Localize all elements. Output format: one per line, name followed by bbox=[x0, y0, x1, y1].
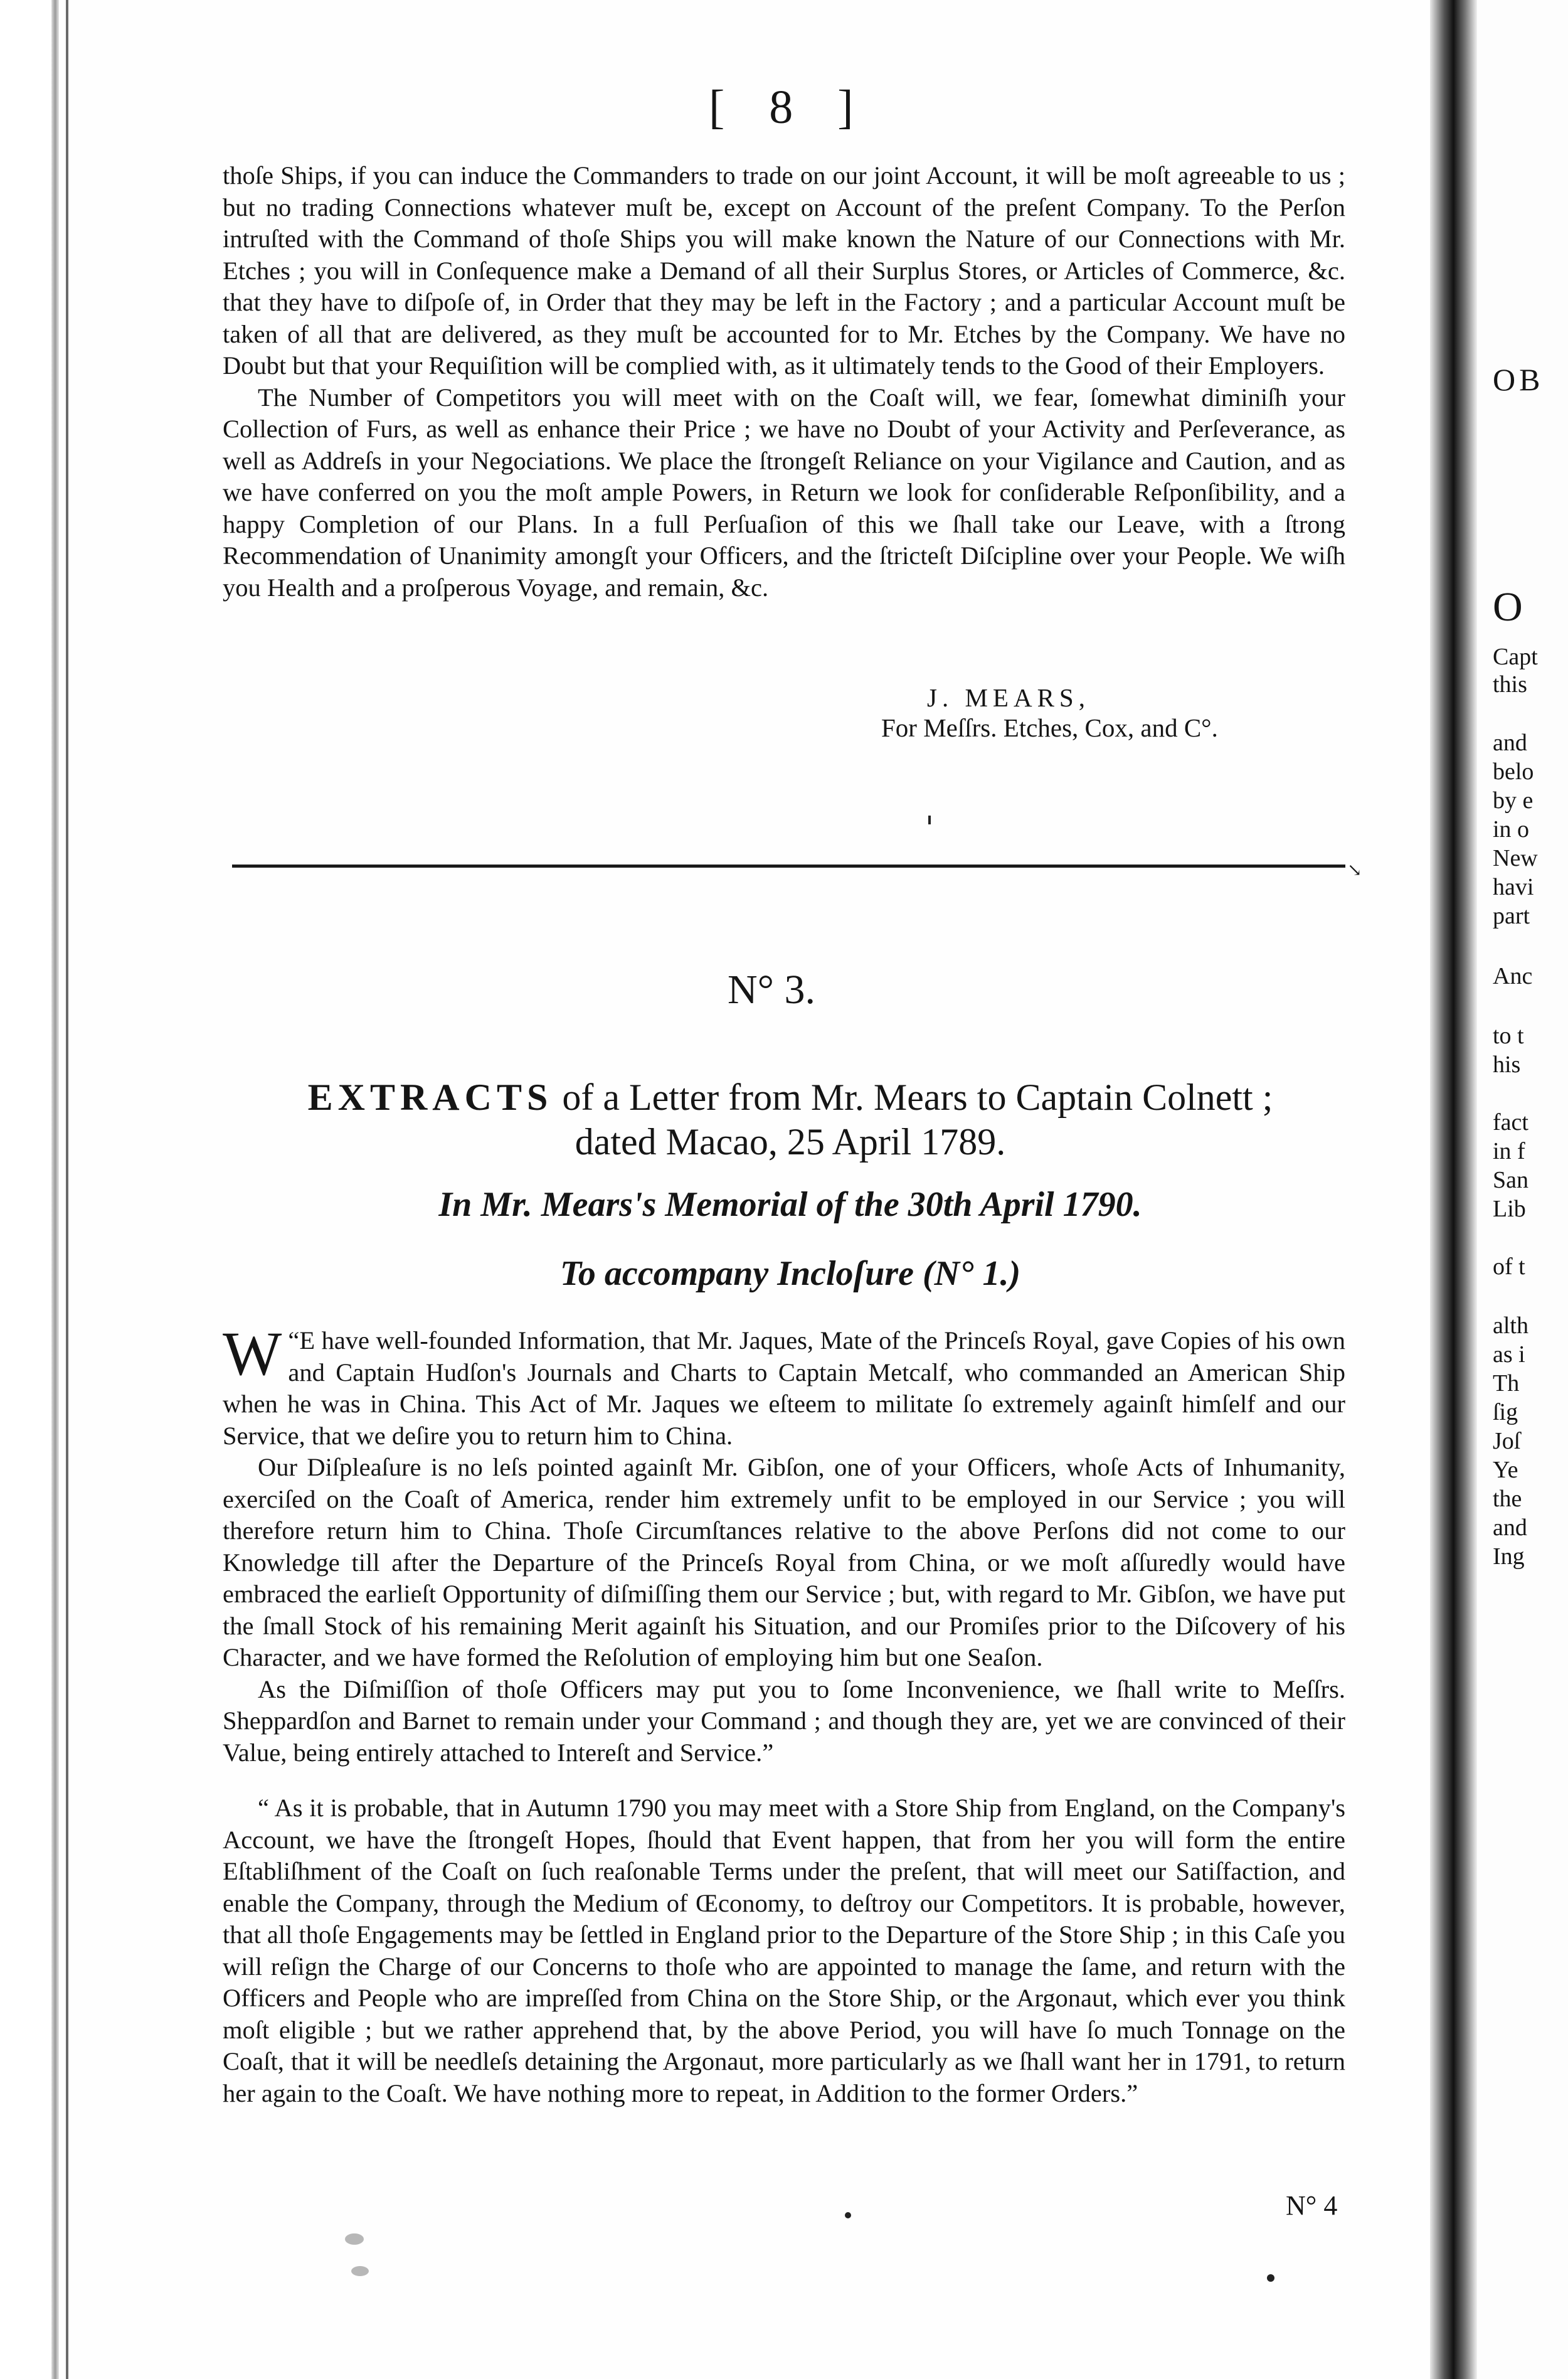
signature-name: J. MEARS, bbox=[927, 683, 1090, 712]
heading-caps: EXTRACTS bbox=[307, 1077, 553, 1118]
adjacent-fragment: of t bbox=[1493, 1253, 1525, 1280]
adjacent-fragment: Lib bbox=[1493, 1196, 1526, 1222]
heading-date-line: dated Macao, 25 April 1789. bbox=[575, 1121, 1006, 1163]
adjacent-fragment: belo bbox=[1493, 758, 1534, 785]
adjacent-fragment: the bbox=[1493, 1486, 1522, 1512]
memorial-subheading: In Mr. Mears's Memorial of the 30th April 1790. bbox=[438, 1185, 1142, 1224]
rule-tail-mark: ↘ bbox=[1347, 861, 1362, 880]
adjacent-fragment: his bbox=[1493, 1051, 1521, 1078]
adjacent-fragment: Ye bbox=[1493, 1457, 1518, 1483]
open-quote: “ bbox=[288, 1326, 300, 1354]
signature-firm: For Meſſrs. Etches, Cox, and C°. bbox=[881, 713, 1218, 742]
ink-dot bbox=[1267, 2274, 1274, 2282]
adjacent-fragment: Th bbox=[1493, 1370, 1520, 1397]
adjacent-fragment: Anc bbox=[1493, 963, 1533, 989]
letter-paragraph-4: “ As it is probable, that in Autumn 1790 you may meet with a Store Ship from England, on the Company's Account, we have the ſtrongeſt Hopes, ſhould that Event happen, that from her you will form the entire Eſtabliſhment of the Coaſt on ſuch reaſonable Terms under the preſent, that will meet our Satiſfaction, and enable the Company, through the Medium of Œconomy, to deſtroy our Competitors. It is probable, however, that all thoſe Engagements may be ſettled in England prior to the Departure of the Store Ship ; in this Caſe you will reſign the Charge of our Concerns to thoſe who are appointed to manage the ſame, and return with the Officers and People who are impreſſed from China on the Store Ship, or the Argonaut, which ever you think moſt eligible ; but we rather apprehend that, by the above Period, you will have ſo much Tonnage on the Coaſt, that it will be needleſs detaining the Argonaut, more particularly as we ſhall want her in 1791, to return her again to the Coaſt. We have nothing more to repeat, in Addition to the former Orders.” bbox=[223, 1794, 1345, 2107]
ink-mark bbox=[928, 816, 931, 824]
ink-smudge bbox=[345, 2233, 364, 2245]
adjacent-fragment: this bbox=[1493, 671, 1527, 698]
adjacent-fragment: New bbox=[1493, 845, 1538, 871]
page-number: [ 8 ] bbox=[709, 81, 870, 134]
adjacent-fragment: by e bbox=[1493, 787, 1534, 814]
adjacent-fragment: ſig bbox=[1493, 1399, 1518, 1425]
ink-smudge bbox=[351, 2266, 369, 2276]
heading-rest: of a Letter from Mr. Mears to Captain Colnett ; bbox=[562, 1077, 1273, 1118]
section-number: N° 3. bbox=[728, 967, 816, 1013]
ink-dot bbox=[845, 2212, 851, 2218]
book-gutter bbox=[1430, 0, 1477, 2379]
adjacent-fragment: and bbox=[1493, 730, 1527, 756]
adjacent-fragment: O bbox=[1493, 584, 1523, 630]
adjacent-fragment: as i bbox=[1493, 1341, 1525, 1368]
drop-cap: W bbox=[223, 1319, 282, 1388]
section-rule bbox=[232, 865, 1345, 868]
adjacent-fragment: and bbox=[1493, 1514, 1527, 1541]
adjacent-fragment: to t bbox=[1493, 1023, 1524, 1049]
enclosure-subheading: To accompany Incloſure (N° 1.) bbox=[559, 1254, 1021, 1293]
adjacent-fragment: alth bbox=[1493, 1312, 1528, 1339]
letter-paragraph-1: “ W E have well-founded Information, that Mr. Jaques, Mate of the Princeſs Royal, gave Copies of his own and Captain Hudſon's Journals and Charts to Captain Metcalf, who commanded an American Ship when he was in China. This Act of Mr. Jaques we eſteem to militate ſo extremely againſt himſelf and our Service, that we deſire you to return him to China. bbox=[223, 1319, 1345, 1450]
adjacent-fragment: Ing bbox=[1493, 1543, 1525, 1570]
letter-paragraph-2: Our Diſpleaſure is no leſs pointed againſt Mr. Gibſon, one of your Officers, whoſe Acts of Inhumanity, exerciſed on the Coaſt of America, render him extremely unfit to be employed in our Service ; you will therefore return him to China. Thoſe Circumſtances relative to the above Perſons did not come to our Knowledge till after the Departure of the Princeſs Royal from China, or we moſt aſſuredly would have embraced the earlieſt Opportunity of diſmiſſing them our Service ; but, with regard to Mr. Gibſon, we have put the ſmall Stock of his remaining Merit againſt his Situation, and our Promiſes prior to the Diſcovery of his Character, and we have formed the Reſolution of employing him but one Seaſon. bbox=[223, 1453, 1345, 1671]
adjacent-fragment: in f bbox=[1493, 1138, 1525, 1164]
letter-text bbox=[223, 1319, 1345, 2109]
adjacent-fragment: fact bbox=[1493, 1109, 1528, 1136]
adjacent-fragment: havi bbox=[1493, 874, 1534, 900]
adjacent-fragment: OB bbox=[1493, 362, 1544, 397]
extracts-heading bbox=[229, 1076, 1352, 1119]
continuation-paragraph-1: thoſe Ships, if you can induce the Commanders to trade on our joint Account, it will be moſt agreeable to us ; but no trading Connections whatever muſt be, except on Account of the preſent Company. To the Perſon intruſted with the Command of thoſe Ships you will make known the Nature of our Connections with Mr. Etches ; you will in Conſequence make a Demand of all their Surplus Stores, or Articles of Commerce, &c. that they have to diſpoſe of, in Order that they may be left in the Factory ; and a particular Account muſt be taken of all that are delivered, as they muſt be accounted for to Mr. Etches by the Company. We have no Doubt but that your Requiſition will be complied with, as it ultimately tends to the Good of their Employers. bbox=[223, 161, 1345, 380]
letter-paragraph-3: As the Diſmiſſion of thoſe Officers may put you to ſome Inconvenience, we ſhall write to Meſſrs. Sheppardſon and Barnet to remain under your Command ; and though they are, yet we are convinced of their Value, being entirely attached to Intereſt and Service.” bbox=[223, 1674, 1345, 1767]
adjacent-page bbox=[1477, 0, 1568, 2379]
adjacent-fragment: San bbox=[1493, 1167, 1528, 1193]
catchword: N° 4 bbox=[1286, 2190, 1338, 2221]
adjacent-fragment: in o bbox=[1493, 816, 1530, 843]
adjacent-fragment: part bbox=[1493, 903, 1530, 929]
page-edge-line bbox=[66, 0, 68, 2379]
continuation-paragraph-2: The Number of Competitors you will meet with on the Coaſt will, we fear, ſomewhat diminiſh your Collection of Furs, as well as enhance their Price ; we have no Doubt of your Activity and Perſeverance, as well as Addreſs in your Negociations. We place the ſtrongeſt Reliance on your Vigilance and Caution, and as we have conferred on you the moſt ample Powers, in Return we look for conſiderable Reſponſibility, and a happy Completion of our Plans. In a full Perſuaſion of this we ſhall take our Leave, with a ſtrong Recommendation of Unanimity amongſt your Officers, and the ſtricteſt Diſcipline over your People. We wiſh you Health and a proſperous Voyage, and remain, &c. bbox=[223, 383, 1345, 602]
adjacent-fragment: Joſ bbox=[1493, 1428, 1521, 1454]
adjacent-fragment: Capt bbox=[1493, 644, 1538, 670]
continuation-text bbox=[223, 160, 1345, 604]
scan-edge-strip bbox=[51, 0, 59, 2379]
